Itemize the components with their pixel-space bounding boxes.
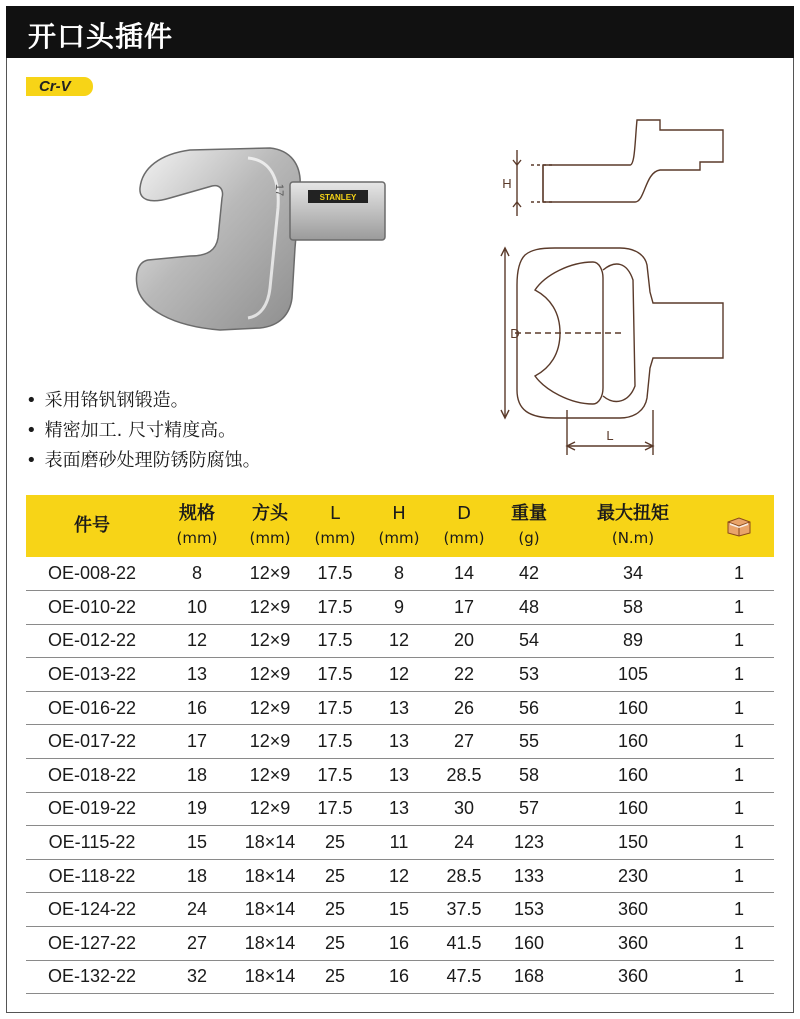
table-cell: 150 <box>562 826 704 860</box>
package-box-icon <box>726 515 752 537</box>
table-cell: 19 <box>158 792 236 826</box>
table-cell: 17 <box>158 725 236 759</box>
table-cell: 32 <box>158 960 236 994</box>
feature-item: • 表面磨砂处理防锈防腐蚀。 <box>26 446 261 476</box>
table-header-row <box>26 495 774 557</box>
table-row <box>26 927 774 961</box>
table-cell: 30 <box>432 792 496 826</box>
table-cell: 15 <box>158 826 236 860</box>
table-cell: 1 <box>704 591 774 625</box>
table-cell: 13 <box>158 658 236 692</box>
spec-table <box>26 495 774 994</box>
table-cell: 1 <box>704 792 774 826</box>
table-cell: 18×14 <box>236 859 304 893</box>
table-cell: 17.5 <box>304 792 366 826</box>
feature-item: • 采用铬钒钢锻造。 <box>26 386 261 416</box>
table-cell: 1 <box>704 893 774 927</box>
table-cell: 37.5 <box>432 893 496 927</box>
table-cell: 11 <box>366 826 432 860</box>
table-cell: 12 <box>366 658 432 692</box>
table-cell: 13 <box>366 792 432 826</box>
col-header-part-no: 件号 <box>74 515 110 536</box>
table-cell: 14 <box>432 557 496 591</box>
table-cell: 17.5 <box>304 591 366 625</box>
table-cell: 55 <box>496 725 562 759</box>
table-cell: 54 <box>496 624 562 658</box>
table-cell: 168 <box>496 960 562 994</box>
col-header-l: L (mm) <box>314 503 356 547</box>
label-d: D <box>510 326 520 341</box>
table-cell: 360 <box>562 893 704 927</box>
table-cell: OE-017-22 <box>26 725 158 759</box>
table-cell: OE-132-22 <box>26 960 158 994</box>
table-cell: 18×14 <box>236 960 304 994</box>
table-cell: OE-010-22 <box>26 591 158 625</box>
table-row <box>26 759 774 793</box>
table-cell: 17 <box>432 591 496 625</box>
table-row <box>26 591 774 625</box>
col-header-square-drive: 方头 (mm) <box>249 503 291 547</box>
table-row <box>26 792 774 826</box>
table-cell: 12 <box>366 859 432 893</box>
table-cell: 8 <box>366 557 432 591</box>
table-row <box>26 893 774 927</box>
table-row <box>26 859 774 893</box>
table-cell: 56 <box>496 691 562 725</box>
table-cell: 15 <box>366 893 432 927</box>
table-cell: 17.5 <box>304 658 366 692</box>
table-cell: 42 <box>496 557 562 591</box>
table-cell: 25 <box>304 960 366 994</box>
table-cell: 27 <box>432 725 496 759</box>
table-row <box>26 960 774 994</box>
table-cell: 17.5 <box>304 624 366 658</box>
table-row <box>26 624 774 658</box>
table-cell: 26 <box>432 691 496 725</box>
table-cell: 8 <box>158 557 236 591</box>
table-cell: OE-016-22 <box>26 691 158 725</box>
table-row <box>26 691 774 725</box>
table-cell: 25 <box>304 859 366 893</box>
table-cell: 160 <box>496 927 562 961</box>
col-header-size: 规格 (mm) <box>176 503 218 547</box>
table-cell: 12×9 <box>236 792 304 826</box>
table-cell: OE-124-22 <box>26 893 158 927</box>
table-cell: 12 <box>366 624 432 658</box>
table-cell: 17.5 <box>304 759 366 793</box>
size-mark: 17 <box>273 183 285 197</box>
table-cell: 18×14 <box>236 893 304 927</box>
side-view-outline <box>543 120 723 202</box>
table-cell: 22 <box>432 658 496 692</box>
table-cell: 28.5 <box>432 859 496 893</box>
table-cell: 18 <box>158 759 236 793</box>
table-cell: 10 <box>158 591 236 625</box>
col-header-h: H (mm) <box>378 503 420 547</box>
table-cell: 28.5 <box>432 759 496 793</box>
table-cell: 1 <box>704 759 774 793</box>
table-cell: 160 <box>562 725 704 759</box>
table-cell: OE-008-22 <box>26 557 158 591</box>
table-cell: OE-115-22 <box>26 826 158 860</box>
label-l: L <box>606 428 614 443</box>
label-h: H <box>502 176 512 191</box>
table-cell: 16 <box>366 927 432 961</box>
table-cell: 13 <box>366 759 432 793</box>
table-cell: 1 <box>704 691 774 725</box>
table-cell: 1 <box>704 624 774 658</box>
table-cell: 230 <box>562 859 704 893</box>
table-cell: OE-013-22 <box>26 658 158 692</box>
table-cell: 16 <box>158 691 236 725</box>
table-cell: 57 <box>496 792 562 826</box>
feature-item: • 精密加工. 尺寸精度高。 <box>26 416 261 446</box>
table-cell: 160 <box>562 759 704 793</box>
table-cell: 12×9 <box>236 759 304 793</box>
table-cell: 12×9 <box>236 725 304 759</box>
table-cell: 24 <box>158 893 236 927</box>
table-cell: 18 <box>158 859 236 893</box>
table-cell: 12×9 <box>236 591 304 625</box>
table-cell: 24 <box>432 826 496 860</box>
table-body <box>26 557 774 994</box>
table-cell: 1 <box>704 826 774 860</box>
table-cell: 17.5 <box>304 691 366 725</box>
material-badge <box>26 77 93 96</box>
table-cell: 1 <box>704 557 774 591</box>
page-title: 开口头插件 <box>28 20 174 53</box>
table-cell: 153 <box>496 893 562 927</box>
product-photo <box>130 138 395 333</box>
table-cell: 105 <box>562 658 704 692</box>
table-cell: 89 <box>562 624 704 658</box>
table-cell: 25 <box>304 893 366 927</box>
table-cell: 1 <box>704 859 774 893</box>
table-cell: 48 <box>496 591 562 625</box>
table-cell: 160 <box>562 792 704 826</box>
table-cell: 20 <box>432 624 496 658</box>
table-cell: 360 <box>562 960 704 994</box>
table-cell: 17.5 <box>304 557 366 591</box>
table-cell: 25 <box>304 826 366 860</box>
table-cell: 123 <box>496 826 562 860</box>
table-row <box>26 725 774 759</box>
table-cell: 17.5 <box>304 725 366 759</box>
col-header-max-torque: 最大扭矩 (N.m) <box>597 503 669 547</box>
table-cell: 360 <box>562 927 704 961</box>
table-row <box>26 658 774 692</box>
table-cell: 18×14 <box>236 927 304 961</box>
table-row <box>26 557 774 591</box>
table-cell: OE-118-22 <box>26 859 158 893</box>
table-cell: OE-018-22 <box>26 759 158 793</box>
dimension-diagram <box>495 110 740 455</box>
table-cell: 1 <box>704 658 774 692</box>
table-cell: 16 <box>366 960 432 994</box>
table-row <box>26 826 774 860</box>
table-cell: 9 <box>366 591 432 625</box>
table-cell: 1 <box>704 927 774 961</box>
table-cell: 25 <box>304 927 366 961</box>
table-cell: 1 <box>704 725 774 759</box>
table-cell: 58 <box>496 759 562 793</box>
table-cell: 27 <box>158 927 236 961</box>
feature-list <box>26 386 261 476</box>
table-cell: 12 <box>158 624 236 658</box>
col-header-pack-qty <box>704 495 774 557</box>
table-cell: 133 <box>496 859 562 893</box>
table-cell: OE-012-22 <box>26 624 158 658</box>
table-cell: 12×9 <box>236 691 304 725</box>
table-cell: 58 <box>562 591 704 625</box>
table-cell: OE-019-22 <box>26 792 158 826</box>
table-cell: OE-127-22 <box>26 927 158 961</box>
table-cell: 160 <box>562 691 704 725</box>
material-badge-label: Cr-V <box>39 78 71 95</box>
table-cell: 41.5 <box>432 927 496 961</box>
col-header-weight: 重量 (g) <box>511 503 547 547</box>
table-cell: 18×14 <box>236 826 304 860</box>
table-cell: 47.5 <box>432 960 496 994</box>
title-bar <box>6 6 794 58</box>
table-cell: 53 <box>496 658 562 692</box>
table-cell: 12×9 <box>236 658 304 692</box>
col-header-d: D (mm) <box>443 503 485 547</box>
brand-text: STANLEY <box>319 193 357 202</box>
table-cell: 13 <box>366 691 432 725</box>
table-cell: 13 <box>366 725 432 759</box>
table-cell: 12×9 <box>236 624 304 658</box>
table-cell: 12×9 <box>236 557 304 591</box>
table-cell: 1 <box>704 960 774 994</box>
table-cell: 34 <box>562 557 704 591</box>
